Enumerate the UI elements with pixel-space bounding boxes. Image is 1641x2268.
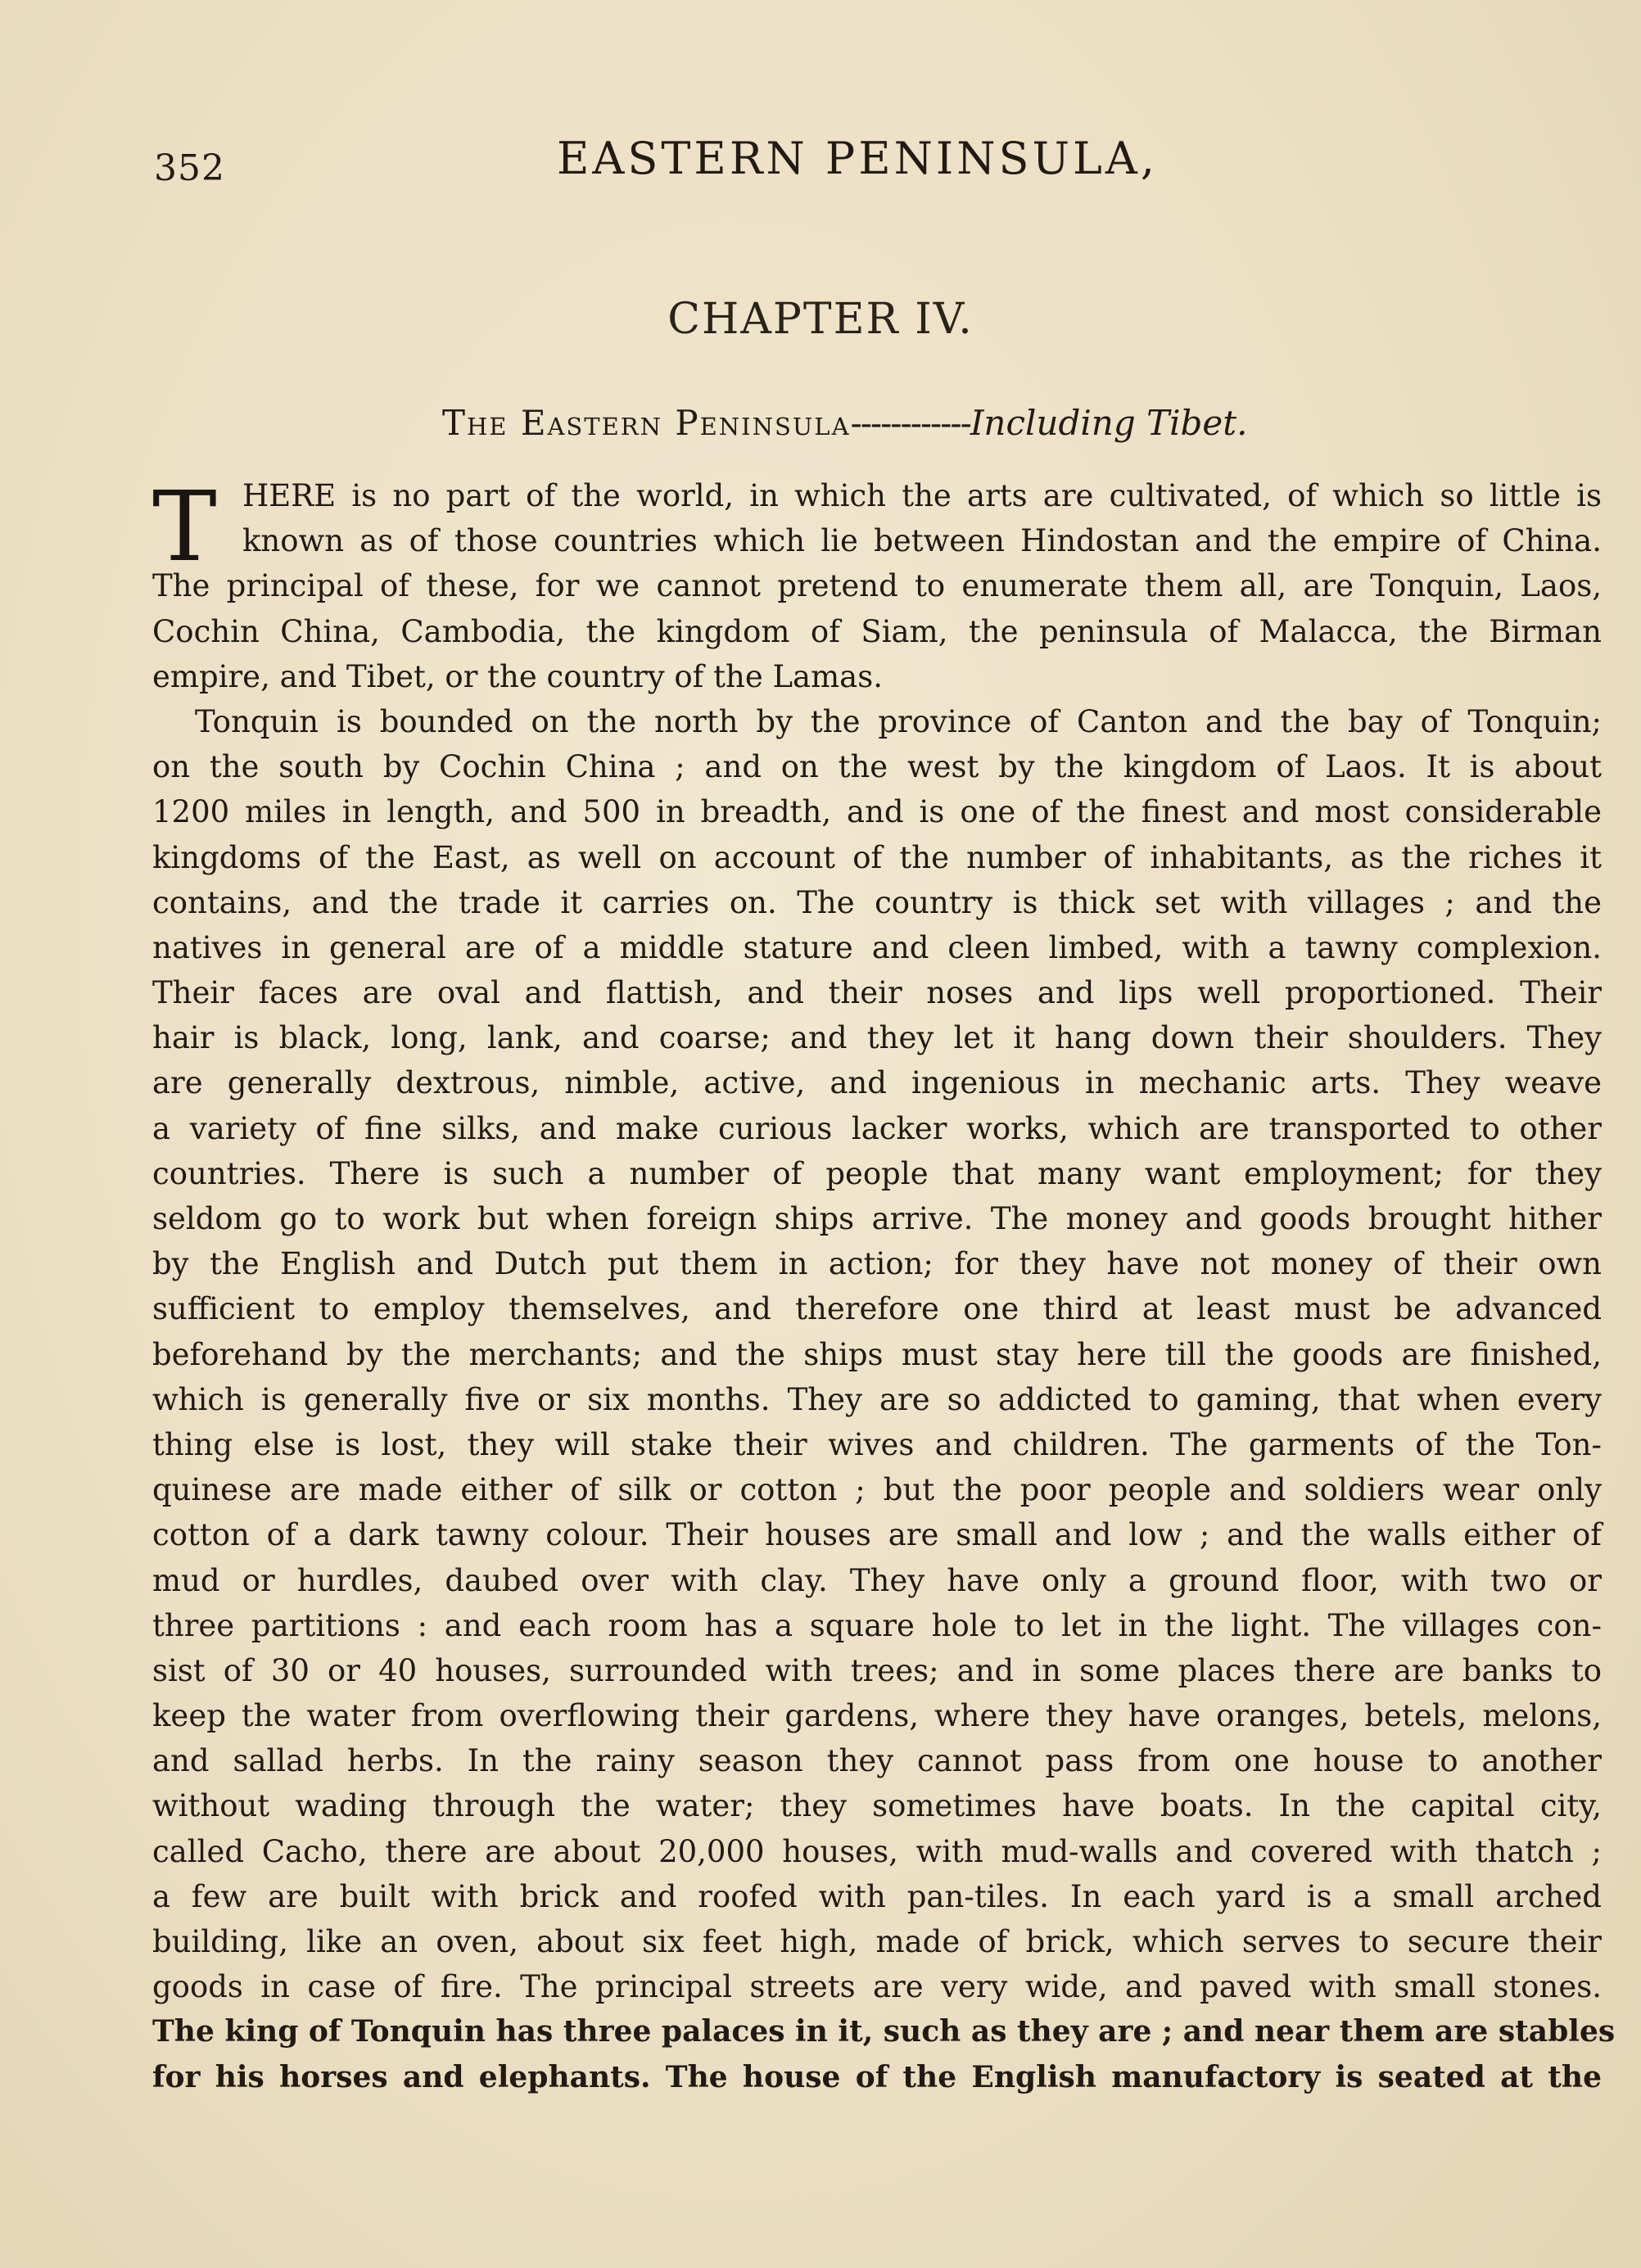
section-subtitle: Including Tibet. bbox=[970, 403, 1248, 443]
text-line: sist of 30 or 40 houses, surrounded with trees; and in some places there are banks to bbox=[152, 1652, 1602, 1688]
text-line: keep the water from overflowing their gardens, where they have oranges, betels, melons, bbox=[152, 1698, 1602, 1734]
text-line: quinese are made either of silk or cotton ; but the poor people and soldiers wear only bbox=[152, 1472, 1602, 1508]
text-line: cotton of a dark tawny colour. Their houses are small and low ; and the walls either of bbox=[152, 1517, 1602, 1553]
text-line: a variety of fine silks, and make curious lacker works, which are transported to other bbox=[152, 1110, 1602, 1146]
text-line: kingdoms of the East, as well on account of the number of inhabitants, as the riches it bbox=[152, 839, 1602, 875]
text-line: beforehand by the merchants; and the ships must stay here till the goods are finished, bbox=[152, 1336, 1602, 1372]
running-title: EASTERN PENINSULA, bbox=[556, 133, 1159, 184]
chapter-title: CHAPTER IV. bbox=[667, 295, 974, 344]
text-line: on the south by Cochin China ; and on the west by the kingdom of Laos. It is about bbox=[152, 749, 1602, 785]
text-line: hair is black, long, lank, and coarse; and they let it hang down their shoulders. They bbox=[152, 1020, 1602, 1056]
text-line: are generally dextrous, nimble, active, and ingenious in mechanic arts. They weave bbox=[152, 1065, 1602, 1101]
text-line: for his horses and elephants. The house of the English manufactory is seated at the bbox=[152, 2059, 1602, 2094]
text-line: by the English and Dutch put them in action; for they have not money of their own bbox=[152, 1246, 1602, 1282]
text-line: known as of those countries which lie between Hindostan and the empire of China. bbox=[242, 523, 1602, 559]
section-dash: ------------ bbox=[850, 403, 970, 443]
text-line: The king of Tonquin has three palaces in it, such as they are ; and near them are stables bbox=[152, 2014, 1616, 2049]
text-line: a few are built with brick and roofed with pan-tiles. In each yard is a small arched bbox=[152, 1878, 1602, 1914]
body-text bbox=[152, 470, 1616, 2100]
text-line: goods in case of fire. The principal streets are very wide, and paved with small stones. bbox=[152, 1969, 1602, 2005]
text-line: contains, and the trade it carries on. The country is thick set with villages ; and the bbox=[152, 884, 1602, 920]
section-heading bbox=[442, 403, 1247, 443]
text-line: 1200 miles in length, and 500 in breadth, and is one of the finest and most considerable bbox=[152, 794, 1602, 830]
text-line: without wading through the water; they sometimes have boats. In the capital city, bbox=[152, 1788, 1602, 1824]
text-line: The principal of these, for we cannot pretend to enumerate them all, are Tonquin, Laos, bbox=[152, 568, 1602, 604]
text-line: and sallad herbs. In the rainy season they cannot pass from one house to another bbox=[152, 1743, 1602, 1779]
page-number: 352 bbox=[154, 147, 225, 189]
text-line: three partitions : and each room has a square hole to let in the light. The villages con- bbox=[152, 1607, 1602, 1643]
drop-cap: T bbox=[152, 470, 217, 583]
text-line: HERE is no part of the world, in which the arts are cultivated, of which so little is bbox=[242, 478, 1602, 513]
running-head bbox=[147, 123, 1518, 188]
section-title: The Eastern Peninsula bbox=[442, 403, 851, 443]
text-line: countries. There is such a number of people that many want employment; for they bbox=[152, 1155, 1602, 1191]
text-line: Tonquin is bounded on the north by the province of Canton and the bay of Tonquin; bbox=[195, 703, 1602, 739]
text-line: empire, and Tibet, or the country of the Lamas. bbox=[152, 658, 883, 694]
text-line: called Cacho, there are about 20,000 houses, with mud-walls and covered with thatch ; bbox=[152, 1833, 1602, 1869]
text-line: natives in general are of a middle stature and cleen limbed, with a tawny complexion. bbox=[152, 929, 1602, 965]
text-line: thing else is lost, they will stake their wives and children. The garments of the Ton- bbox=[152, 1426, 1602, 1462]
text-line: seldom go to work but when foreign ships arrive. The money and goods brought hither bbox=[152, 1201, 1602, 1236]
text-line: Cochin China, Cambodia, the kingdom of Siam, the peninsula of Malacca, the Birman bbox=[152, 613, 1602, 649]
text-line: which is generally five or six months. They are so addicted to gaming, that when every bbox=[152, 1381, 1602, 1417]
text-line: building, like an oven, about six feet high, made of brick, which serves to secure their bbox=[152, 1924, 1602, 1959]
text-line: mud or hurdles, daubed over with clay. They have only a ground floor, with two or bbox=[152, 1562, 1602, 1598]
text-line: Their faces are oval and flattish, and their noses and lips well proportioned. Their bbox=[152, 975, 1602, 1011]
text-line: sufficient to employ themselves, and therefore one third at least must be advanced bbox=[152, 1291, 1602, 1327]
